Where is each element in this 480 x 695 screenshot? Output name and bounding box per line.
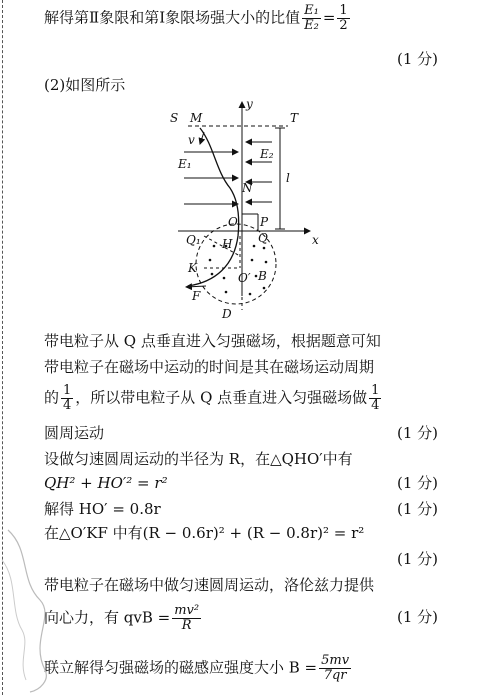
text-line-4: 带电粒子在磁场中运动的时间是其在磁场运动周期: [44, 358, 375, 376]
label-H: H: [222, 237, 233, 251]
label-N: N: [242, 181, 253, 195]
ratio-value: $\frac{1}{2}$: [339, 3, 348, 33]
quarter-fraction-2: $\frac{1}{4}$: [371, 383, 380, 413]
label-l: l: [286, 171, 290, 185]
text-line-7: 设做匀速圆周运动的半径为 R，在△QHO′中有: [44, 450, 353, 468]
label-T: T: [290, 111, 299, 125]
label-K: K: [188, 261, 197, 275]
field-diagram: [160, 96, 350, 322]
label-v: v: [188, 133, 195, 147]
centripetal-fraction: $\frac{\text{mv²}}{R}$: [174, 603, 200, 633]
label-Q: Q: [258, 231, 268, 245]
text-line-13: 联立解得匀强磁场的磁感应强度大小 B = $\frac{5mv}{7qr}$: [44, 653, 350, 683]
text-line-10: 在△O′KF 中有(R − 0.6r)² + (R − 0.8r)² = r²: [44, 524, 365, 542]
text-line-6: 圆周运动: [44, 424, 105, 442]
score-8: (1 分): [396, 474, 438, 492]
ratio-fraction: $\frac{\text{E₁}}{\text{E₂}}$: [304, 3, 319, 33]
text-line-12: 向心力，有 qvB = $\frac{\text{mv²}}{R}$: [44, 603, 200, 633]
label-E2: E₂: [260, 147, 274, 161]
text-line-9: 解得 HO′ = 0.8r: [44, 500, 161, 518]
score-9: (1 分): [396, 500, 438, 518]
label-M: M: [190, 111, 203, 125]
text-line-3: 带电粒子从 Q 点垂直进入匀强磁场，根据题意可知: [44, 332, 381, 350]
margin-scribble: [0, 520, 60, 695]
label-S: S: [170, 111, 179, 125]
score-1: (1 分): [396, 50, 438, 68]
label-D: D: [222, 307, 232, 321]
quarter-fraction-1: $\frac{1}{4}$: [63, 383, 72, 413]
text-line-11: 带电粒子在磁场中做匀速圆周运动，洛伦兹力提供: [44, 576, 375, 594]
ratio-line: 解得第Ⅱ象限和第Ⅰ象限场强大小的比值 $\frac{\text{E₁}}{\text{E₂}}$ = $\frac{1}{2}$: [44, 3, 348, 33]
result-fraction: $\frac{5mv}{7qr}$: [321, 653, 350, 683]
label-x: x: [312, 233, 319, 247]
label-P: P: [260, 215, 269, 229]
score-10: (1 分): [396, 550, 438, 568]
label-y: y: [246, 97, 253, 111]
label-B: B: [258, 269, 267, 283]
label-F: F: [192, 289, 201, 303]
field-e1-lines: [184, 152, 238, 204]
label-O: O: [228, 215, 238, 229]
text-line-5: 的 $\frac{1}{4}$ ，所以带电粒子从 Q 点垂直进入匀强磁场做 $\frac{1}{4}$: [44, 383, 380, 413]
score-12: (1 分): [396, 608, 438, 626]
label-Q1: Q₁: [186, 233, 201, 247]
label-Oprime: O′: [238, 271, 251, 285]
part-2-heading: (2)如图所示: [44, 76, 126, 94]
equation-line-8: QH² + HO′² = r²: [44, 474, 168, 492]
score-6: (1 分): [396, 424, 438, 442]
ratio-text: 解得第Ⅱ象限和第Ⅰ象限场强大小的比值: [44, 8, 301, 27]
label-E1: E₁: [178, 157, 192, 171]
